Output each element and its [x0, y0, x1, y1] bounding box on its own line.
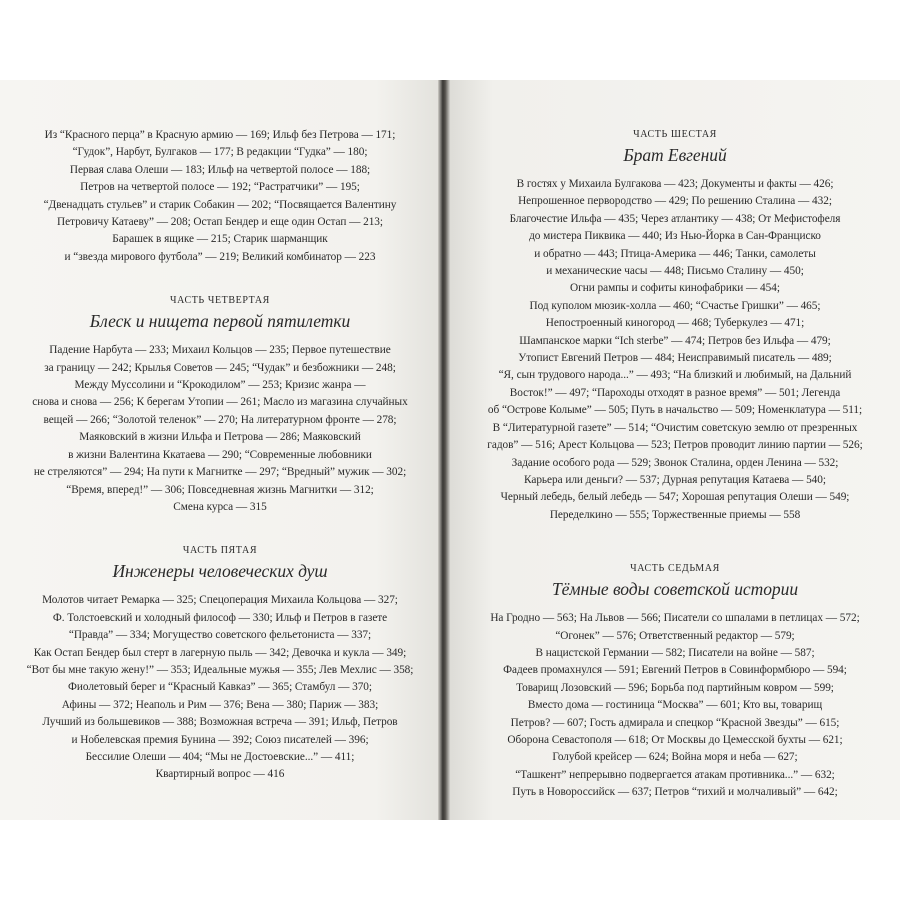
- toc-line: в жизни Валентина Ккатаева — 290; “Современные любовники: [68, 448, 372, 461]
- toc-line: В гостях у Михаила Булгакова — 423; Документы и факты — 426;: [516, 178, 834, 190]
- toc-line: Петров? — 607; Гость адмирала и спецкор “Красной Звезды” — 615;: [510, 716, 840, 729]
- toc-line: “Вот бы мне такую жену!” — 353; Идеальные мужья — 355; Лев Мехлис — 358;: [26, 663, 414, 676]
- toc-line: снова и снова — 256; К берегам Утопии — 261; Масло из магазина случайных: [32, 396, 408, 409]
- toc-line: Переделкино — 555; Торжественные приемы — 558: [549, 508, 801, 521]
- toc-line: Восток!” — 497; “Пароходы отходят в разное время” — 501; Легенда: [509, 386, 841, 399]
- part-label: ЧАСТЬ ШЕСТАЯ: [633, 129, 717, 140]
- part-label: ЧАСТЬ ПЯТАЯ: [182, 545, 258, 557]
- toc-line: Путь в Новороссийск — 637; Петров “тихий и молчаливый” — 642;: [512, 786, 838, 799]
- toc-line: Шампанское марки “Ich sterbe” — 474; Петров без Ильфа — 479;: [519, 334, 831, 347]
- toc-line: Товарищ Лозовский — 596; Борьба под партийным ковром — 599;: [516, 681, 834, 694]
- toc-line: за границу — 242; Крылья Советов — 245; “Чудак” и безбожники — 248;: [44, 361, 396, 374]
- toc-line: “Время, вперед!” — 306; Повседневная жизнь Магнитки — 312;: [66, 483, 374, 496]
- toc-line: и “звезда мирового футбола” — 219; Великий комбинатор — 223: [64, 250, 376, 263]
- toc-line: вещей — 266; “Золотой теленок” — 270; На литературном фронте — 278;: [43, 413, 397, 426]
- toc-line: Молотов читает Ремарка — 325; Спецоперация Михаила Кольцова — 327;: [42, 594, 398, 607]
- toc-line: и Нобелевская премия Бунина — 392; Союз писателей — 396;: [71, 733, 369, 746]
- part-label: ЧАСТЬ СЕДЬМАЯ: [630, 563, 720, 575]
- toc-line: и обратно — 443; Птица-Америка — 446; Танки, самолеты: [534, 247, 816, 260]
- toc-line: Задание особого рода — 529; Звонок Сталина, орден Ленина — 532;: [511, 456, 839, 469]
- toc-line: В нацистской Германии — 582; Писатели на войне — 587;: [535, 646, 815, 659]
- toc-line: Барашек в ящике — 215; Старик шарманщик: [112, 233, 328, 246]
- toc-line: “Гудок”, Нарбут, Булгаков — 177; В редакции “Гудка” — 180;: [72, 146, 368, 159]
- toc-line: Вместо дома — гостиница “Москва” — 601; Кто вы, товарищ: [527, 699, 823, 712]
- toc-line: Фадеев промахнулся — 591; Евгений Петров в Совинформбюро — 594;: [503, 664, 847, 677]
- toc-line: Первая слава Олеши — 183; Ильф на четвертой полосе — 188;: [69, 163, 371, 176]
- toc-line: Фиолетовый берег и “Красный Кавказ” — 365; Стамбул — 370;: [68, 681, 372, 694]
- toc-line: “Огонек” — 576; Ответственный редактор — 579;: [555, 629, 795, 642]
- toc-line: “Ташкент” непрерывно подвергается атакам противника...” — 632;: [515, 768, 835, 781]
- right-page-contents: [460, 127, 890, 802]
- toc-line: Петровичу Катаеву” — 208; Остап Бендер и еще один Остап — 213;: [56, 216, 383, 229]
- toc-line: Огни рампы и софиты кинофабрики — 454;: [570, 282, 780, 295]
- toc-line: “Я, сын трудового народа...” — 493; “На близкий и любимый, на Дальний: [498, 369, 852, 382]
- toc-line: “Двенадцать стульев” и старик Собакин — 202; “Посвящается Валентину: [43, 198, 397, 211]
- toc-line: Петров на четвертой полосе — 192; “Растратчики” — 195;: [80, 181, 360, 194]
- book-gutter: [438, 80, 450, 820]
- toc-line: Непрошенное первородство — 429; По решению Сталина — 432;: [518, 195, 832, 208]
- toc-line: Квартирный вопрос — 416: [155, 768, 285, 781]
- part-title: Инженеры человеческих душ: [112, 561, 328, 582]
- toc-line: Голубой крейсер — 624; Война моря и неба — 627;: [552, 751, 798, 764]
- book-spread: [0, 80, 900, 820]
- toc-line: и механические часы — 448; Письмо Сталину — 450;: [546, 265, 804, 278]
- left-page-contents: [10, 127, 430, 784]
- toc-line: В “Литературной газете” — 514; “Очистим советскую землю от презренных: [492, 421, 858, 434]
- toc-line: Из “Красного перца” в Красную армию — 169; Ильф без Петрова — 171;: [44, 129, 396, 141]
- toc-line: Под куполом мюзик-холла — 460; “Счастье Гришки” — 465;: [529, 299, 821, 312]
- toc-line: “Правда” — 334; Могущество советского фельетониста — 337;: [68, 629, 372, 642]
- part-title: Блеск и нищета первой пятилетки: [89, 311, 351, 332]
- part-title: Брат Евгений: [623, 145, 727, 165]
- toc-line: Афины — 372; Неаполь и Рим — 376; Вена — 380; Париж — 383;: [61, 698, 379, 711]
- toc-line: Оборона Севастополя — 618; От Москвы до Цемесской бухты — 621;: [507, 733, 843, 746]
- toc-line: Лучший из большевиков — 388; Возможная встреча — 391; Ильф, Петров: [42, 716, 398, 729]
- toc-line: Благочестие Ильфа — 435; Через атлантику — 438; От Мефистофеля: [509, 212, 841, 225]
- toc-line: Бессилие Олеши — 404; “Мы не Достоевские...” — 411;: [85, 750, 355, 763]
- part-label: ЧАСТЬ ЧЕТВЕРТАЯ: [170, 295, 270, 307]
- toc-line: до мистера Пиквика — 440; Из Нью-Йорка в Сан-Франциско: [529, 230, 821, 243]
- part-title: Тёмные воды советской истории: [551, 579, 799, 600]
- toc-line: Утопист Евгений Петров — 484; Неисправимый писатель — 489;: [518, 352, 832, 365]
- toc-line: Как Остап Бендер был стерт в лагерную пыль — 342; Девочка и кукла — 349;: [33, 646, 407, 659]
- toc-line: Непостроенный киногород — 468; Туберкулез — 471;: [545, 317, 805, 330]
- toc-line: Маяковский в жизни Ильфа и Петрова — 286; Маяковский: [79, 431, 361, 444]
- toc-line: Смена курса — 315: [173, 500, 267, 513]
- toc-line: Черный лебедь, белый лебедь — 547; Хорошая репутация Олеши — 549;: [500, 491, 850, 504]
- toc-line: Карьера или деньги? — 537; Дурная репутация Катаева — 540;: [524, 473, 826, 486]
- toc-line: об “Острове Колыме” — 505; Путь в начальство — 509; Номенклатура — 511;: [487, 404, 863, 417]
- toc-line: гадов” — 516; Арест Кольцова — 523; Петров проводит линию партии — 526;: [487, 439, 863, 452]
- toc-line: На Гродно — 563; На Львов — 566; Писатели со шпалами в петлицах — 572;: [490, 612, 860, 625]
- toc-line: Падение Нарбута — 233; Михаил Кольцов — 235; Первое путешествие: [49, 344, 391, 357]
- toc-line: Ф. Толстоевский и холодный философ — 330; Ильф и Петров в газете: [52, 611, 388, 624]
- toc-line: Между Муссолини и “Крокодилом” — 253; Кризис жанра —: [74, 379, 366, 392]
- toc-line: не стреляются” — 294; На пути к Магнитке — 297; “Вредный” мужик — 302;: [33, 466, 407, 479]
